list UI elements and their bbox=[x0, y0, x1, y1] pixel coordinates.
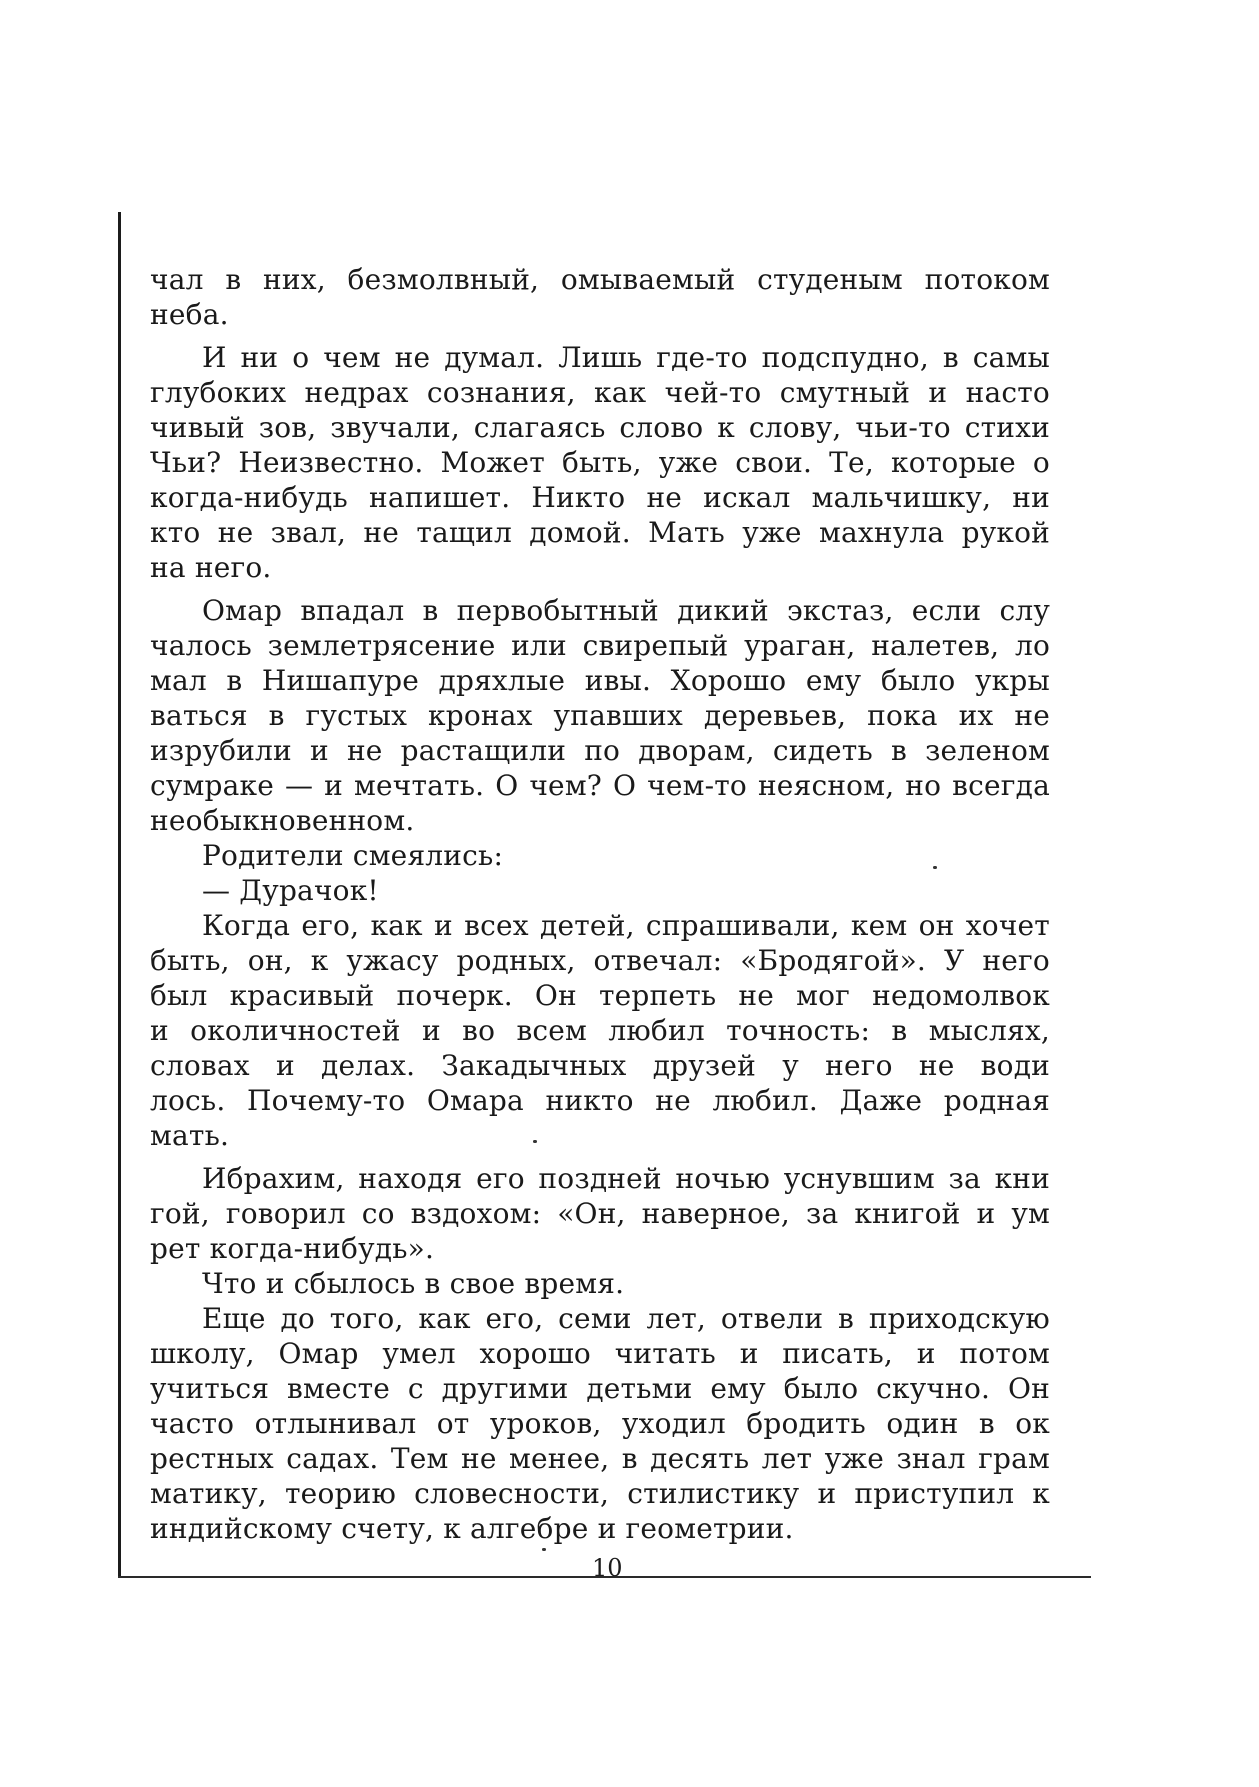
text-line: кто не звал, не тащил домой. Мать уже махнула рукой bbox=[150, 516, 1050, 549]
page-number: 10 bbox=[592, 1554, 623, 1582]
text-line: часто отлынивал от уроков, уходил бродить один в ок bbox=[150, 1407, 1050, 1440]
text-line: был красивый почерк. Он терпеть не мог недомолвок bbox=[150, 979, 1050, 1012]
text-line: И ни о чем не думал. Лишь где-то подспудно, в самы bbox=[202, 341, 1050, 374]
text-line: быть, он, к ужасу родных, отвечал: «Бродягой». У него bbox=[150, 944, 1050, 977]
text-line: индийскому счету, к алгебре и геометрии. bbox=[150, 1512, 794, 1545]
text-line: когда-нибудь напишет. Никто не искал мальчишку, ни bbox=[150, 481, 1050, 514]
text-line: Чьи? Неизвестно. Может быть, уже свои. Те, которые о bbox=[150, 446, 1050, 479]
body-text bbox=[150, 262, 1050, 1546]
scan-speck bbox=[542, 1548, 546, 1551]
paragraph-gap bbox=[150, 332, 1050, 340]
text-line: школу, Омар умел хорошо читать и писать, и потом bbox=[150, 1337, 1050, 1370]
text-line: ваться в густых кронах упавших деревьев, пока их не bbox=[150, 699, 1050, 732]
text-line: рет когда-нибудь». bbox=[150, 1232, 435, 1265]
text-line: Ибрахим, находя его поздней ночью уснувшим за кни bbox=[202, 1162, 1050, 1195]
text-line: чал в них, безмолвный, омываемый студеным потоком bbox=[150, 263, 1050, 296]
text-line: чивый зов, звучали, слагаясь слово к слову, чьи-то стихи bbox=[150, 411, 1050, 444]
text-line: лось. Почему-то Омара никто не любил. Даже родная bbox=[150, 1084, 1050, 1117]
paragraph-gap bbox=[150, 585, 1050, 593]
text-line: неба. bbox=[150, 298, 229, 331]
text-line: на него. bbox=[150, 551, 272, 584]
text-line: Омар впадал в первобытный дикий экстаз, если слу bbox=[202, 594, 1050, 627]
paragraph-gap bbox=[150, 1153, 1050, 1161]
text-line: Что и сбылось в свое время. bbox=[202, 1267, 625, 1300]
text-line: матику, теорию словесности, стилистику и приступил к bbox=[150, 1477, 1050, 1510]
text-line: мал в Нишапуре дряхлые ивы. Хорошо ему было укры bbox=[150, 664, 1050, 697]
text-line: гой, говорил со вздохом: «Он, наверное, за книгой и ум bbox=[150, 1197, 1050, 1230]
left-margin-rule bbox=[118, 212, 121, 1578]
text-line: изрубили и не растащили по дворам, сидеть в зеленом bbox=[150, 734, 1050, 767]
text-line: необыкновенном. bbox=[150, 804, 415, 837]
text-line: рестных садах. Тем не менее, в десять лет уже знал грам bbox=[150, 1442, 1050, 1475]
text-line: учиться вместе с другими детьми ему было скучно. Он bbox=[150, 1372, 1050, 1405]
text-line: мать. bbox=[150, 1119, 230, 1152]
text-line: — Дурачок! bbox=[202, 874, 379, 907]
text-line: сумраке — и мечтать. О чем? О чем-то неясном, но всегда bbox=[150, 769, 1050, 802]
text-line: чалось землетрясение или свирепый ураган, налетев, ло bbox=[150, 629, 1050, 662]
text-line: Еще до того, как его, семи лет, отвели в приходскую bbox=[202, 1302, 1050, 1335]
scan-speck bbox=[933, 866, 937, 869]
text-line: Когда его, как и всех детей, спрашивали, кем он хочет bbox=[202, 909, 1050, 942]
text-line: и околичностей и во всем любил точность: в мыслях, bbox=[150, 1014, 1050, 1047]
scan-speck bbox=[533, 1140, 537, 1143]
text-line: глубоких недрах сознания, как чей-то смутный и насто bbox=[150, 376, 1050, 409]
text-line: словах и делах. Закадычных друзей у него не води bbox=[150, 1049, 1050, 1082]
text-line: Родители смеялись: bbox=[202, 839, 504, 872]
